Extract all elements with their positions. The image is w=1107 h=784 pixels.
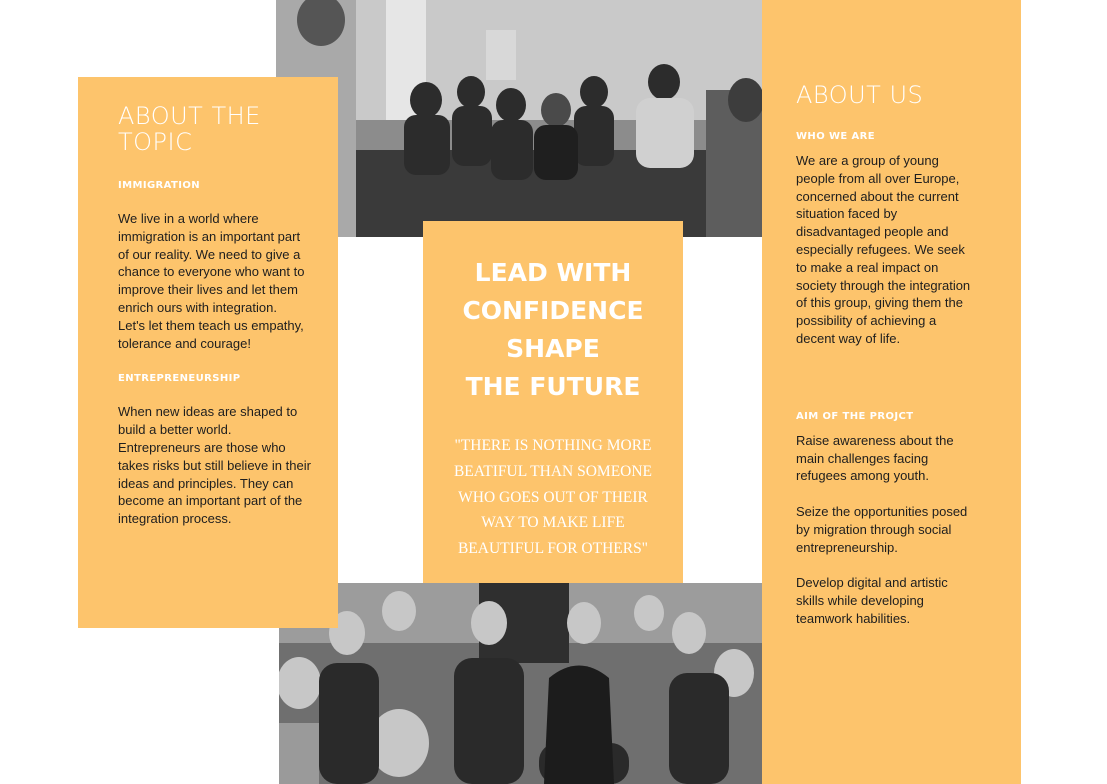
slogan-panel — [423, 221, 683, 583]
about-us-title: ABOUT US — [796, 81, 924, 109]
who-we-are-heading: WHO WE ARE — [796, 131, 875, 142]
entrepreneurship-text: When new ideas are shaped to build a better world. Entrepreneurs are those who takes risks but still believe in their ideas and principles. They can become an important part of the integration process. — [118, 404, 311, 527]
aim-item: Raise awareness about the main challenges facing refugees among youth. — [796, 432, 954, 484]
about-topic-panel — [78, 77, 338, 628]
group-portrait-photo — [279, 583, 762, 784]
quote: "THERE IS NOTHING MORE BEATIFUL THAN SOMEONE WHO GOES OUT OF THEIR WAY TO MAKE LIFE BEAUTIFUL FOR OTHERS" — [453, 437, 653, 558]
slogan-line: LEAD WITH — [474, 258, 632, 287]
immigration-heading: IMMIGRATION — [118, 180, 201, 191]
slogan-line: SHAPE — [506, 334, 600, 363]
immigration-text: We live in a world where immigration is an important part of our reality. We need to give a chance to everyone who want to improve their lives and let them enrich ours with integration. Let's let them teach us empathy, tolerance and courage! — [118, 211, 305, 351]
entrepreneurship-heading: ENTREPRENEURSHIP — [118, 373, 241, 385]
aim-item: Develop digital and artistic skills while developing teamwork habilities. — [796, 575, 948, 626]
about-topic-title: ABOUT THE TOPIC — [118, 102, 261, 156]
slogan-line: CONFIDENCE — [462, 296, 644, 325]
slogan-line: THE FUTURE — [465, 372, 641, 401]
aim-item: Seize the opportunities posed by migration through social entrepreneurship. — [796, 503, 968, 555]
who-we-are-text: We are a group of young people from all over Europe, concerned about the current situation faced by disadvantaged people and especially refugees. We seek to make a real impact on society through the integration of this group, giving them the possibility of achieving a decent way of life. — [796, 153, 971, 346]
about-us-panel — [762, 0, 1021, 784]
aim-heading: AIM OF THE PROJCT — [796, 410, 914, 422]
group-circle-photo — [276, 0, 762, 237]
slogan — [423, 254, 683, 406]
